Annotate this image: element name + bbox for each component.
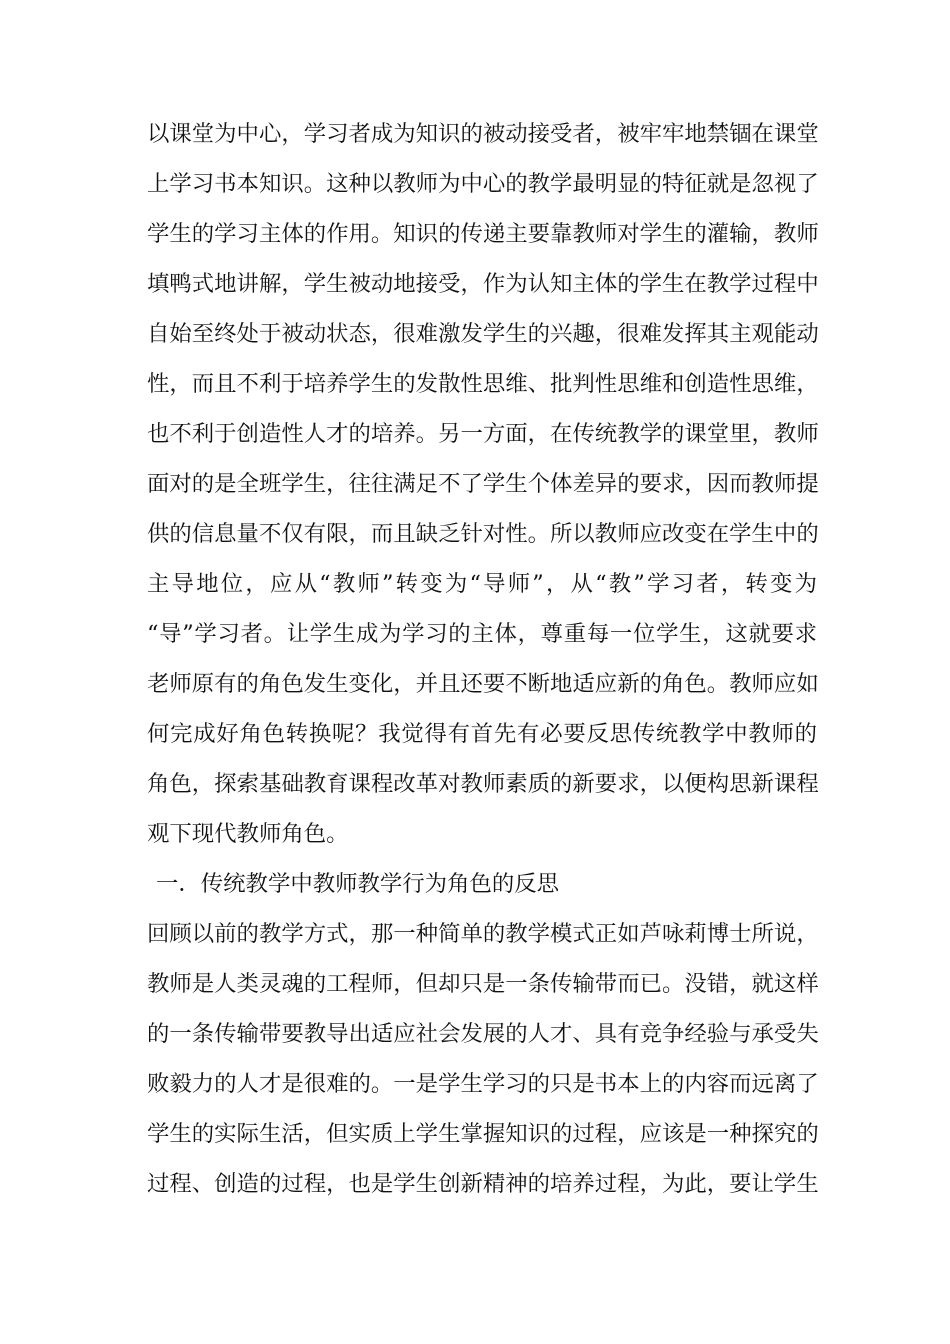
text-line: 的一条传输带要教导出适应社会发展的人才、具有竞争经验与承受失 [147,1021,819,1047]
text-line: 观下现代教师角色。 [147,821,349,847]
text-line: “导”学习者。让学生成为学习的主体，尊重每一位学生，这就要求 [147,621,817,647]
text-line: 学生的学习主体的作用。知识的传递主要靠教师对学生的灌输，教师 [147,221,819,247]
text-line: 也不利于创造性人才的培养。另一方面，在传统教学的课堂里，教师 [147,421,819,447]
text-line: 供的信息量不仅有限，而且缺乏针对性。所以教师应改变在学生中的 [147,521,819,547]
text-line: 填鸭式地讲解，学生被动地接受，作为认知主体的学生在教学过程中 [147,271,819,297]
text-line: 老师原有的角色发生变化，并且还要不断地适应新的角色。教师应如 [147,671,819,697]
section-heading: 一．传统教学中教师教学行为角色的反思 [156,871,560,897]
text-line: 过程、创造的过程，也是学生创新精神的培养过程，为此，要让学生 [147,1171,819,1197]
text-line: 自始至终处于被动状态，很难激发学生的兴趣，很难发挥其主观能动 [147,321,819,347]
text-line: 以课堂为中心，学习者成为知识的被动接受者，被牢牢地禁锢在课堂 [147,121,819,147]
text-line: 回顾以前的教学方式，那一种简单的教学模式正如芦咏莉博士所说， [147,921,819,947]
text-line: 面对的是全班学生，往往满足不了学生个体差异的要求，因而教师提 [147,471,819,497]
text-line: 何完成好角色转换呢？我觉得有首先有必要反思传统教学中教师的 [147,721,817,747]
text-line: 上学习书本知识。这种以教师为中心的教学最明显的特征就是忽视了 [147,171,819,197]
text-line: 角色，探索基础教育课程改革对教师素质的新要求，以便构思新课程 [147,771,819,797]
text-line: 性，而且不利于培养学生的发散性思维、批判性思维和创造性思维， [147,371,819,397]
text-line: 败毅力的人才是很难的。一是学生学习的只是书本上的内容而远离了 [147,1071,819,1097]
text-line: 教师是人类灵魂的工程师，但却只是一条传输带而已。没错，就这样 [147,971,819,997]
text-line: 主导地位，应从“教师”转变为“导师”，从“教”学习者，转变为 [147,571,817,597]
text-line: 学生的实际生活，但实质上学生掌握知识的过程，应该是一种探究的 [147,1121,819,1147]
